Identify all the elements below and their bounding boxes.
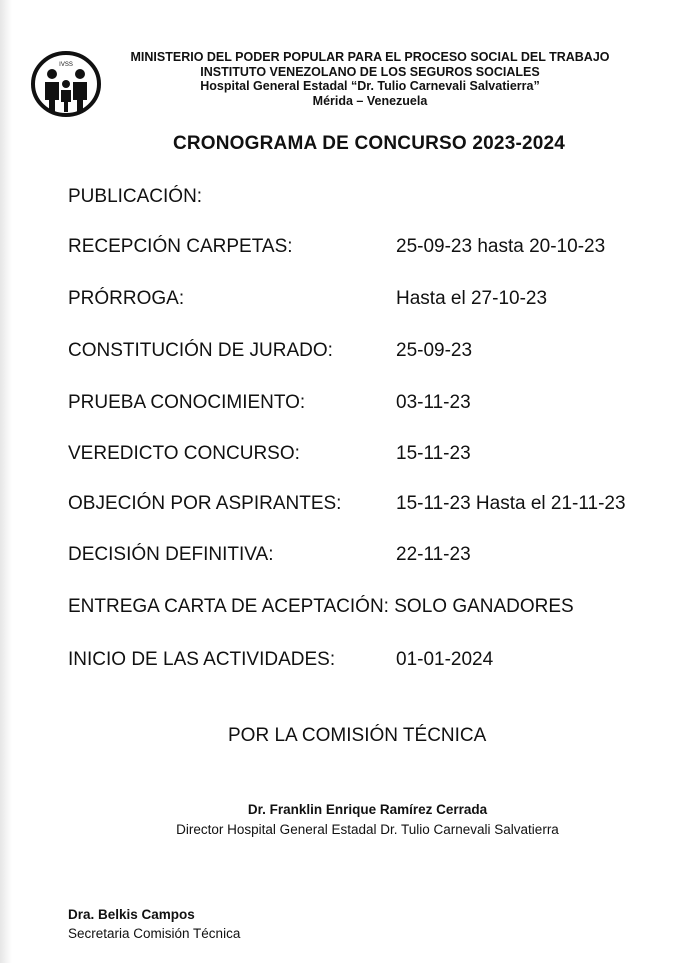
schedule-label: ENTREGA CARTA DE ACEPTACIÓN: SOLO GANADORES [68,596,574,617]
schedule-value: 15-11-23 Hasta el 21-11-23 [396,493,626,514]
schedule-label: CONSTITUCIÓN DE JURADO: [68,340,333,361]
schedule-label: OBJECIÓN POR ASPIRANTES: [68,493,342,514]
schedule-label: DECISIÓN DEFINITIVA: [68,544,274,565]
schedule-label: VEREDICTO CONCURSO: [68,443,300,464]
commission-heading: POR LA COMISIÓN TÉCNICA [228,725,487,746]
schedule-row [68,236,606,258]
logo-text: IVSS [59,62,73,68]
schedule-row [68,544,471,566]
schedule-value: 15-11-23 [396,443,471,464]
letterhead [105,50,635,108]
ministry-name: MINISTERIO DEL PODER POPULAR PARA EL PROCESO SOCIAL DEL TRABAJO [130,50,610,64]
schedule-value: 22-11-23 [396,544,471,565]
schedule-row [68,392,471,414]
schedule-row [68,186,202,208]
schedule-label: PRUEBA CONOCIMIENTO: [68,392,306,413]
director-name: Dr. Franklin Enrique Ramírez Cerrada [247,802,488,817]
secretary-role: Secretaria Comisión Técnica [68,926,241,941]
schedule-row [68,649,494,671]
schedule-row [68,596,574,618]
schedule-value: 25-09-23 hasta 20-10-23 [396,236,606,257]
schedule-value: 03-11-23 [396,392,471,413]
schedule-row [68,443,471,465]
schedule-value: 01-01-2024 [396,649,494,670]
location: Mérida – Venezuela [312,93,428,108]
schedule-label: INICIO DE LAS ACTIVIDADES: [68,649,336,670]
director-role: Director Hospital General Estadal Dr. Tulio Carnevali Salvatierra [176,822,559,837]
schedule-row [68,288,548,310]
institute-name: INSTITUTO VENEZOLANO DE LOS SEGUROS SOCIALES [200,64,540,79]
schedule-value: Hasta el 27-10-23 [396,288,548,309]
schedule-row [68,493,626,515]
schedule-row [68,340,473,362]
schedule-label: PUBLICACIÓN: [68,186,203,207]
schedule-label: RECEPCIÓN CARPETAS: [68,236,293,257]
schedule-value: 25-09-23 [396,340,473,361]
schedule-label: PRÓRROGA: [68,288,185,309]
ivss-family-logo-icon [30,50,102,118]
secretary-name: Dra. Belkis Campos [68,907,195,922]
hospital-name: Hospital General Estadal “Dr. Tulio Carnevali Salvatierra” [200,79,540,93]
document-title: CRONOGRAMA DE CONCURSO 2023-2024 [172,133,566,154]
